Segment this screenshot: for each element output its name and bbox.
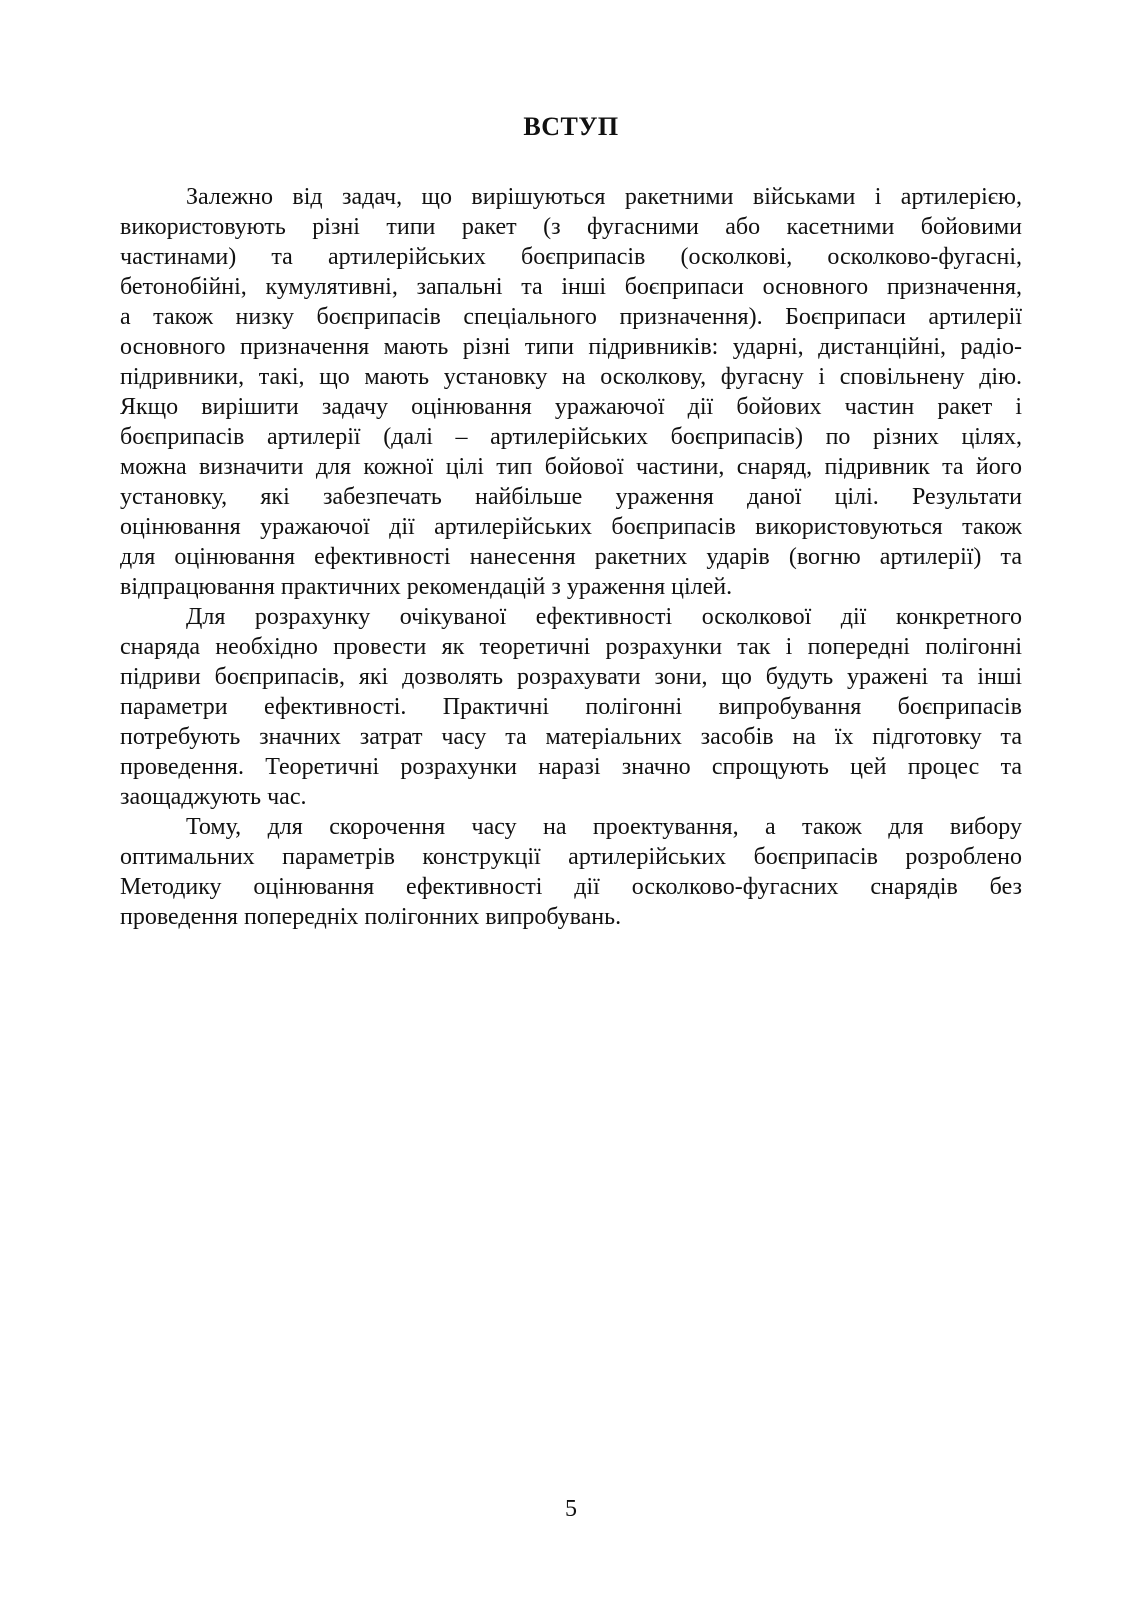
text-line: установку, які забезпечать найбільше ураження даної цілі. Результати [120,484,1022,510]
text-line: Якщо вирішити задачу оцінювання уражаючої дії бойових частин ракет і [120,394,1022,420]
text-line: використовують різні типи ракет (з фугасними або касетними бойовими [120,214,1022,240]
text-line: оптимальних параметрів конструкції артилерійських боєприпасів розроблено [120,844,1022,870]
paragraph-3 [120,812,1022,932]
text-line: підриви боєприпасів, які дозволять розрахувати зони, що будуть уражені та інші [120,664,1022,690]
text-line: а також низку боєприпасів спеціального призначення). Боєприпаси артилерії [120,304,1022,330]
text-line: боєприпасів артилерії (далі – артилерійських боєприпасів) по різних цілях, [120,424,1022,450]
text-line: заощаджують час. [120,784,307,810]
text-line: Залежно від задач, що вирішуються ракетними військами і артилерією, [186,184,1022,210]
text-line: параметри ефективності. Практичні полігонні випробування боєприпасів [120,694,1022,720]
page-number: 5 [565,1496,577,1522]
text-line: основного призначення мають різні типи підривників: ударні, дистанційні, радіо- [120,334,1022,360]
text-line: можна визначити для кожної цілі тип бойової частини, снаряд, підривник та його [120,454,1022,480]
text-line: бетонобійні, кумулятивні, запальні та інші боєприпаси основного призначення, [120,274,1022,300]
page-title: ВСТУП [523,112,619,141]
text-line: проведення попередніх полігонних випробувань. [120,904,622,930]
text-line: підривники, такі, що мають установку на осколкову, фугасну і сповільнену дію. [120,364,1022,390]
text-block [120,112,1022,932]
text-line: частинами) та артилерійських боєприпасів (осколкові, осколково-фугасні, [120,244,1022,270]
text-line: снаряда необхідно провести як теоретичні розрахунки так і попередні полігонні [120,634,1022,660]
text-line: проведення. Теоретичні розрахунки наразі значно спрощують цей процес та [120,754,1022,780]
page-footer [120,1496,1022,1523]
paragraph-2 [120,602,1022,812]
paragraph-1 [120,182,1022,602]
text-line: відпрацювання практичних рекомендацій з ураження цілей. [120,574,733,600]
text-line: Для розрахунку очікуваної ефективності осколкової дії конкретного [186,604,1022,630]
text-line: Тому, для скорочення часу на проектування, а також для вибору [186,814,1022,840]
text-line: Методику оцінювання ефективності дії осколково-фугасних снарядів без [120,874,1022,900]
text-line: для оцінювання ефективності нанесення ракетних ударів (вогню артилерії) та [120,544,1022,570]
text-line: оцінювання уражаючої дії артилерійських боєприпасів використовуються також [120,514,1022,540]
text-line: потребують значних затрат часу та матеріальних засобів на їх підготовку та [120,724,1022,750]
